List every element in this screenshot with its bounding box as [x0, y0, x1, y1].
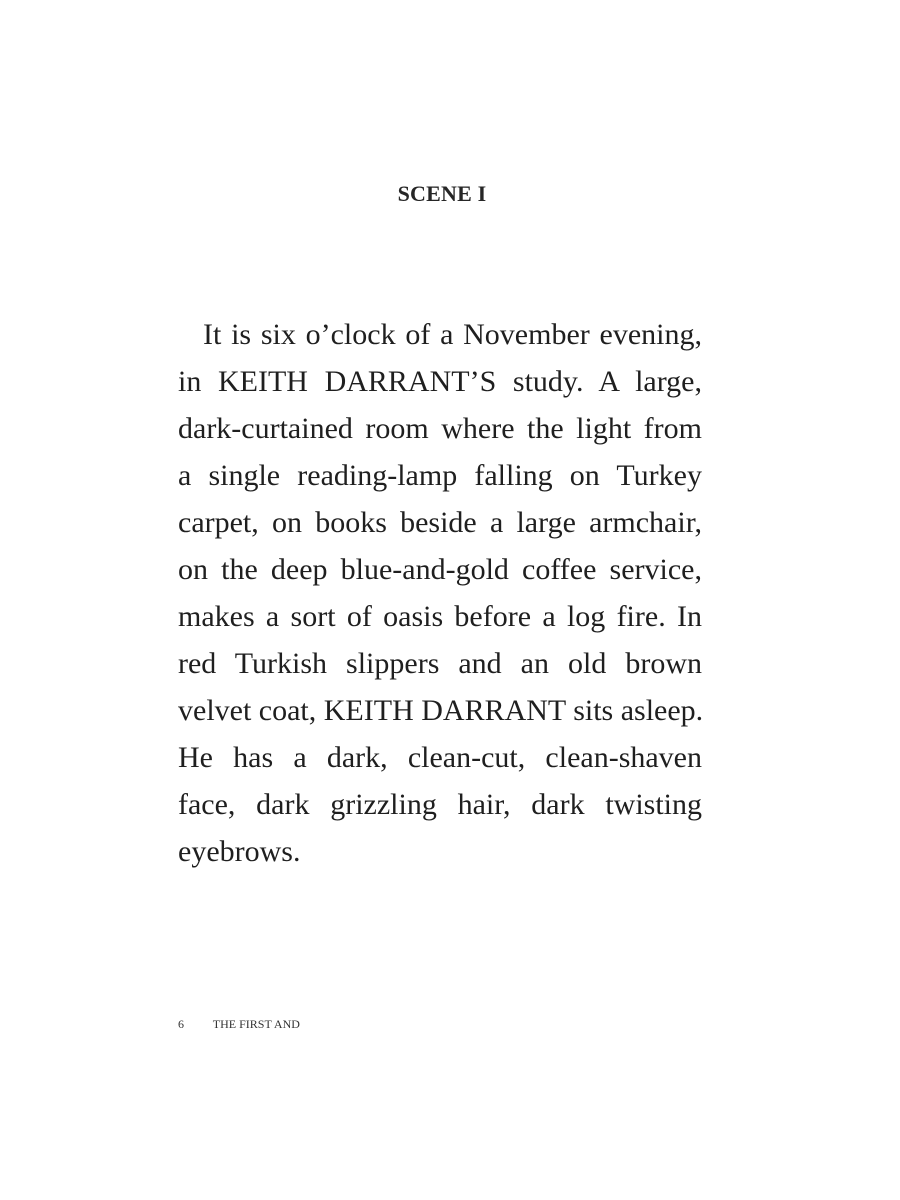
paragraph-line: It is six o’clock of a November evening, [203, 318, 702, 351]
paragraph-line: face, dark grizzling hair, dark twisting [178, 788, 702, 821]
scene-heading: SCENE I [397, 181, 487, 206]
paragraph-line: carpet, on books beside a large armchair, [178, 506, 702, 539]
paragraph-line: velvet coat, KEITH DARRANT sits asleep. [178, 694, 704, 727]
paragraph-line: dark-curtained room where the light from [178, 412, 702, 445]
paragraph-line: eyebrows. [178, 835, 301, 868]
paragraph-line: He has a dark, clean-cut, clean-shaven [178, 741, 702, 774]
page-footer [178, 1017, 300, 1032]
paragraph-line: on the deep blue-and-gold coffee service, [178, 553, 702, 586]
page-number: 6 [178, 1017, 184, 1031]
paragraph-line: in KEITH DARRANT’S study. A large, [178, 365, 702, 398]
stage-direction-paragraph [178, 311, 702, 875]
running-title: THE FIRST AND [212, 1017, 300, 1031]
paragraph-line: a single reading-lamp falling on Turkey [178, 459, 702, 492]
paragraph-line: red Turkish slippers and an old brown [178, 647, 702, 680]
paragraph-line: makes a sort of oasis before a log fire. In [178, 600, 702, 633]
